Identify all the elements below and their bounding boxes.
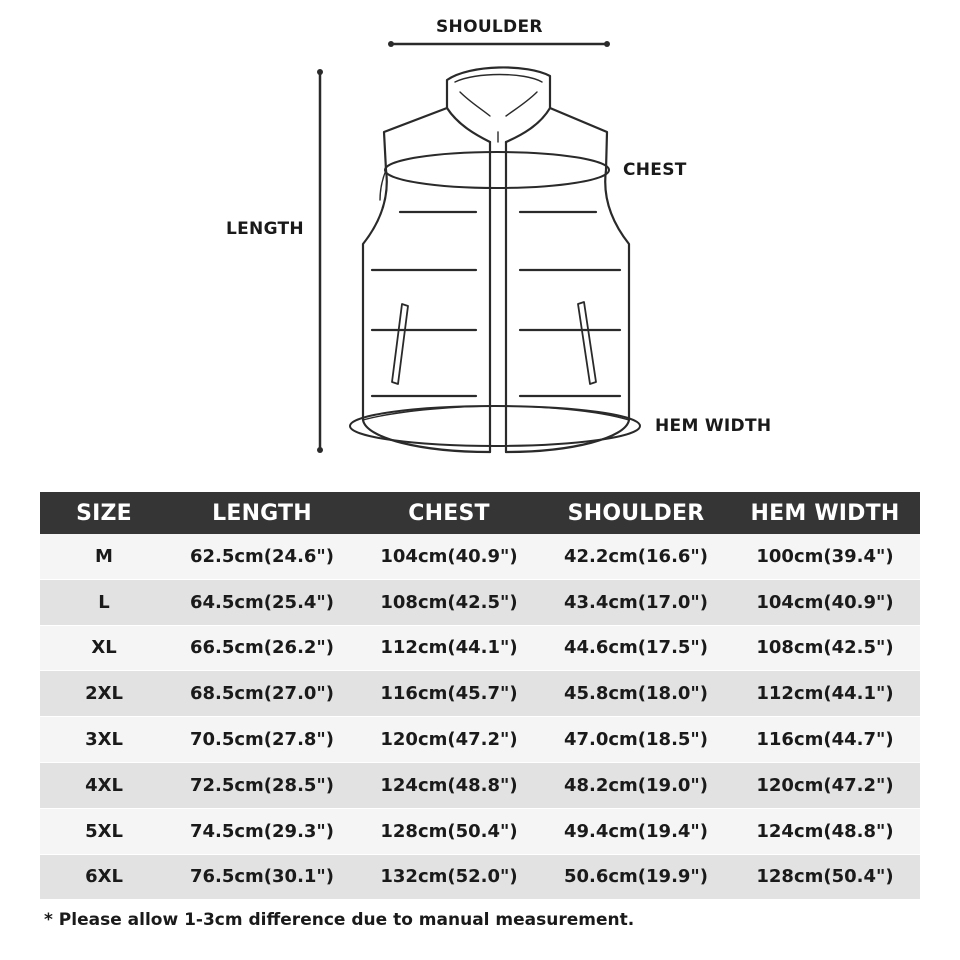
cell-chest: 112cm(44.1") (356, 625, 542, 671)
header-shoulder: SHOULDER (542, 492, 730, 534)
cell-length: 74.5cm(29.3") (168, 808, 356, 854)
shoulder-dimension-line (388, 41, 610, 47)
table-row (40, 717, 920, 763)
cell-length: 66.5cm(26.2") (168, 625, 356, 671)
hem-measure-ellipse (350, 406, 640, 446)
table-row (40, 671, 920, 717)
cell-length: 64.5cm(25.4") (168, 579, 356, 625)
cell-length: 62.5cm(24.6") (168, 534, 356, 579)
cell-shoulder: 42.2cm(16.6") (542, 534, 730, 579)
cell-chest: 128cm(50.4") (356, 808, 542, 854)
header-chest: CHEST (356, 492, 542, 534)
cell-hem-width: 100cm(39.4") (730, 534, 920, 579)
cell-hem-width: 112cm(44.1") (730, 671, 920, 717)
shoulder-label: SHOULDER (436, 17, 543, 37)
cell-hem-width: 120cm(47.2") (730, 762, 920, 808)
table-row (40, 854, 920, 900)
cell-hem-width: 104cm(40.9") (730, 579, 920, 625)
cell-shoulder: 44.6cm(17.5") (542, 625, 730, 671)
cell-shoulder: 48.2cm(19.0") (542, 762, 730, 808)
header-length: LENGTH (168, 492, 356, 534)
cell-length: 70.5cm(27.8") (168, 717, 356, 763)
table-row (40, 762, 920, 808)
cell-chest: 132cm(52.0") (356, 854, 542, 900)
header-row (40, 492, 920, 534)
cell-shoulder: 50.6cm(19.9") (542, 854, 730, 900)
table-body (40, 534, 920, 900)
table-row (40, 808, 920, 854)
table-row (40, 534, 920, 579)
table-row (40, 579, 920, 625)
length-label: LENGTH (226, 219, 304, 239)
cell-hem-width: 116cm(44.7") (730, 717, 920, 763)
table-header (40, 492, 920, 534)
cell-size: 6XL (40, 854, 168, 900)
cell-size: M (40, 534, 168, 579)
cell-size: 5XL (40, 808, 168, 854)
size-chart-table (40, 492, 920, 900)
cell-shoulder: 47.0cm(18.5") (542, 717, 730, 763)
table-row (40, 625, 920, 671)
cell-size: 3XL (40, 717, 168, 763)
cell-size: 4XL (40, 762, 168, 808)
cell-shoulder: 49.4cm(19.4") (542, 808, 730, 854)
vest-outline (363, 67, 629, 452)
cell-hem-width: 108cm(42.5") (730, 625, 920, 671)
hem-width-label: HEM WIDTH (655, 416, 772, 436)
cell-hem-width: 124cm(48.8") (730, 808, 920, 854)
cell-chest: 120cm(47.2") (356, 717, 542, 763)
cell-chest: 124cm(48.8") (356, 762, 542, 808)
cell-shoulder: 45.8cm(18.0") (542, 671, 730, 717)
cell-size: XL (40, 625, 168, 671)
cell-chest: 104cm(40.9") (356, 534, 542, 579)
cell-chest: 116cm(45.7") (356, 671, 542, 717)
header-size: SIZE (40, 492, 168, 534)
header-hem-width: HEM WIDTH (730, 492, 920, 534)
cell-size: 2XL (40, 671, 168, 717)
cell-length: 76.5cm(30.1") (168, 854, 356, 900)
cell-size: L (40, 579, 168, 625)
chest-measure-ellipse (385, 152, 609, 188)
measurement-disclaimer: * Please allow 1-3cm difference due to manual measurement. (44, 910, 635, 930)
chest-label: CHEST (623, 160, 687, 180)
cell-chest: 108cm(42.5") (356, 579, 542, 625)
cell-length: 68.5cm(27.0") (168, 671, 356, 717)
length-dimension-line (317, 69, 323, 453)
cell-length: 72.5cm(28.5") (168, 762, 356, 808)
cell-hem-width: 128cm(50.4") (730, 854, 920, 900)
cell-shoulder: 43.4cm(17.0") (542, 579, 730, 625)
